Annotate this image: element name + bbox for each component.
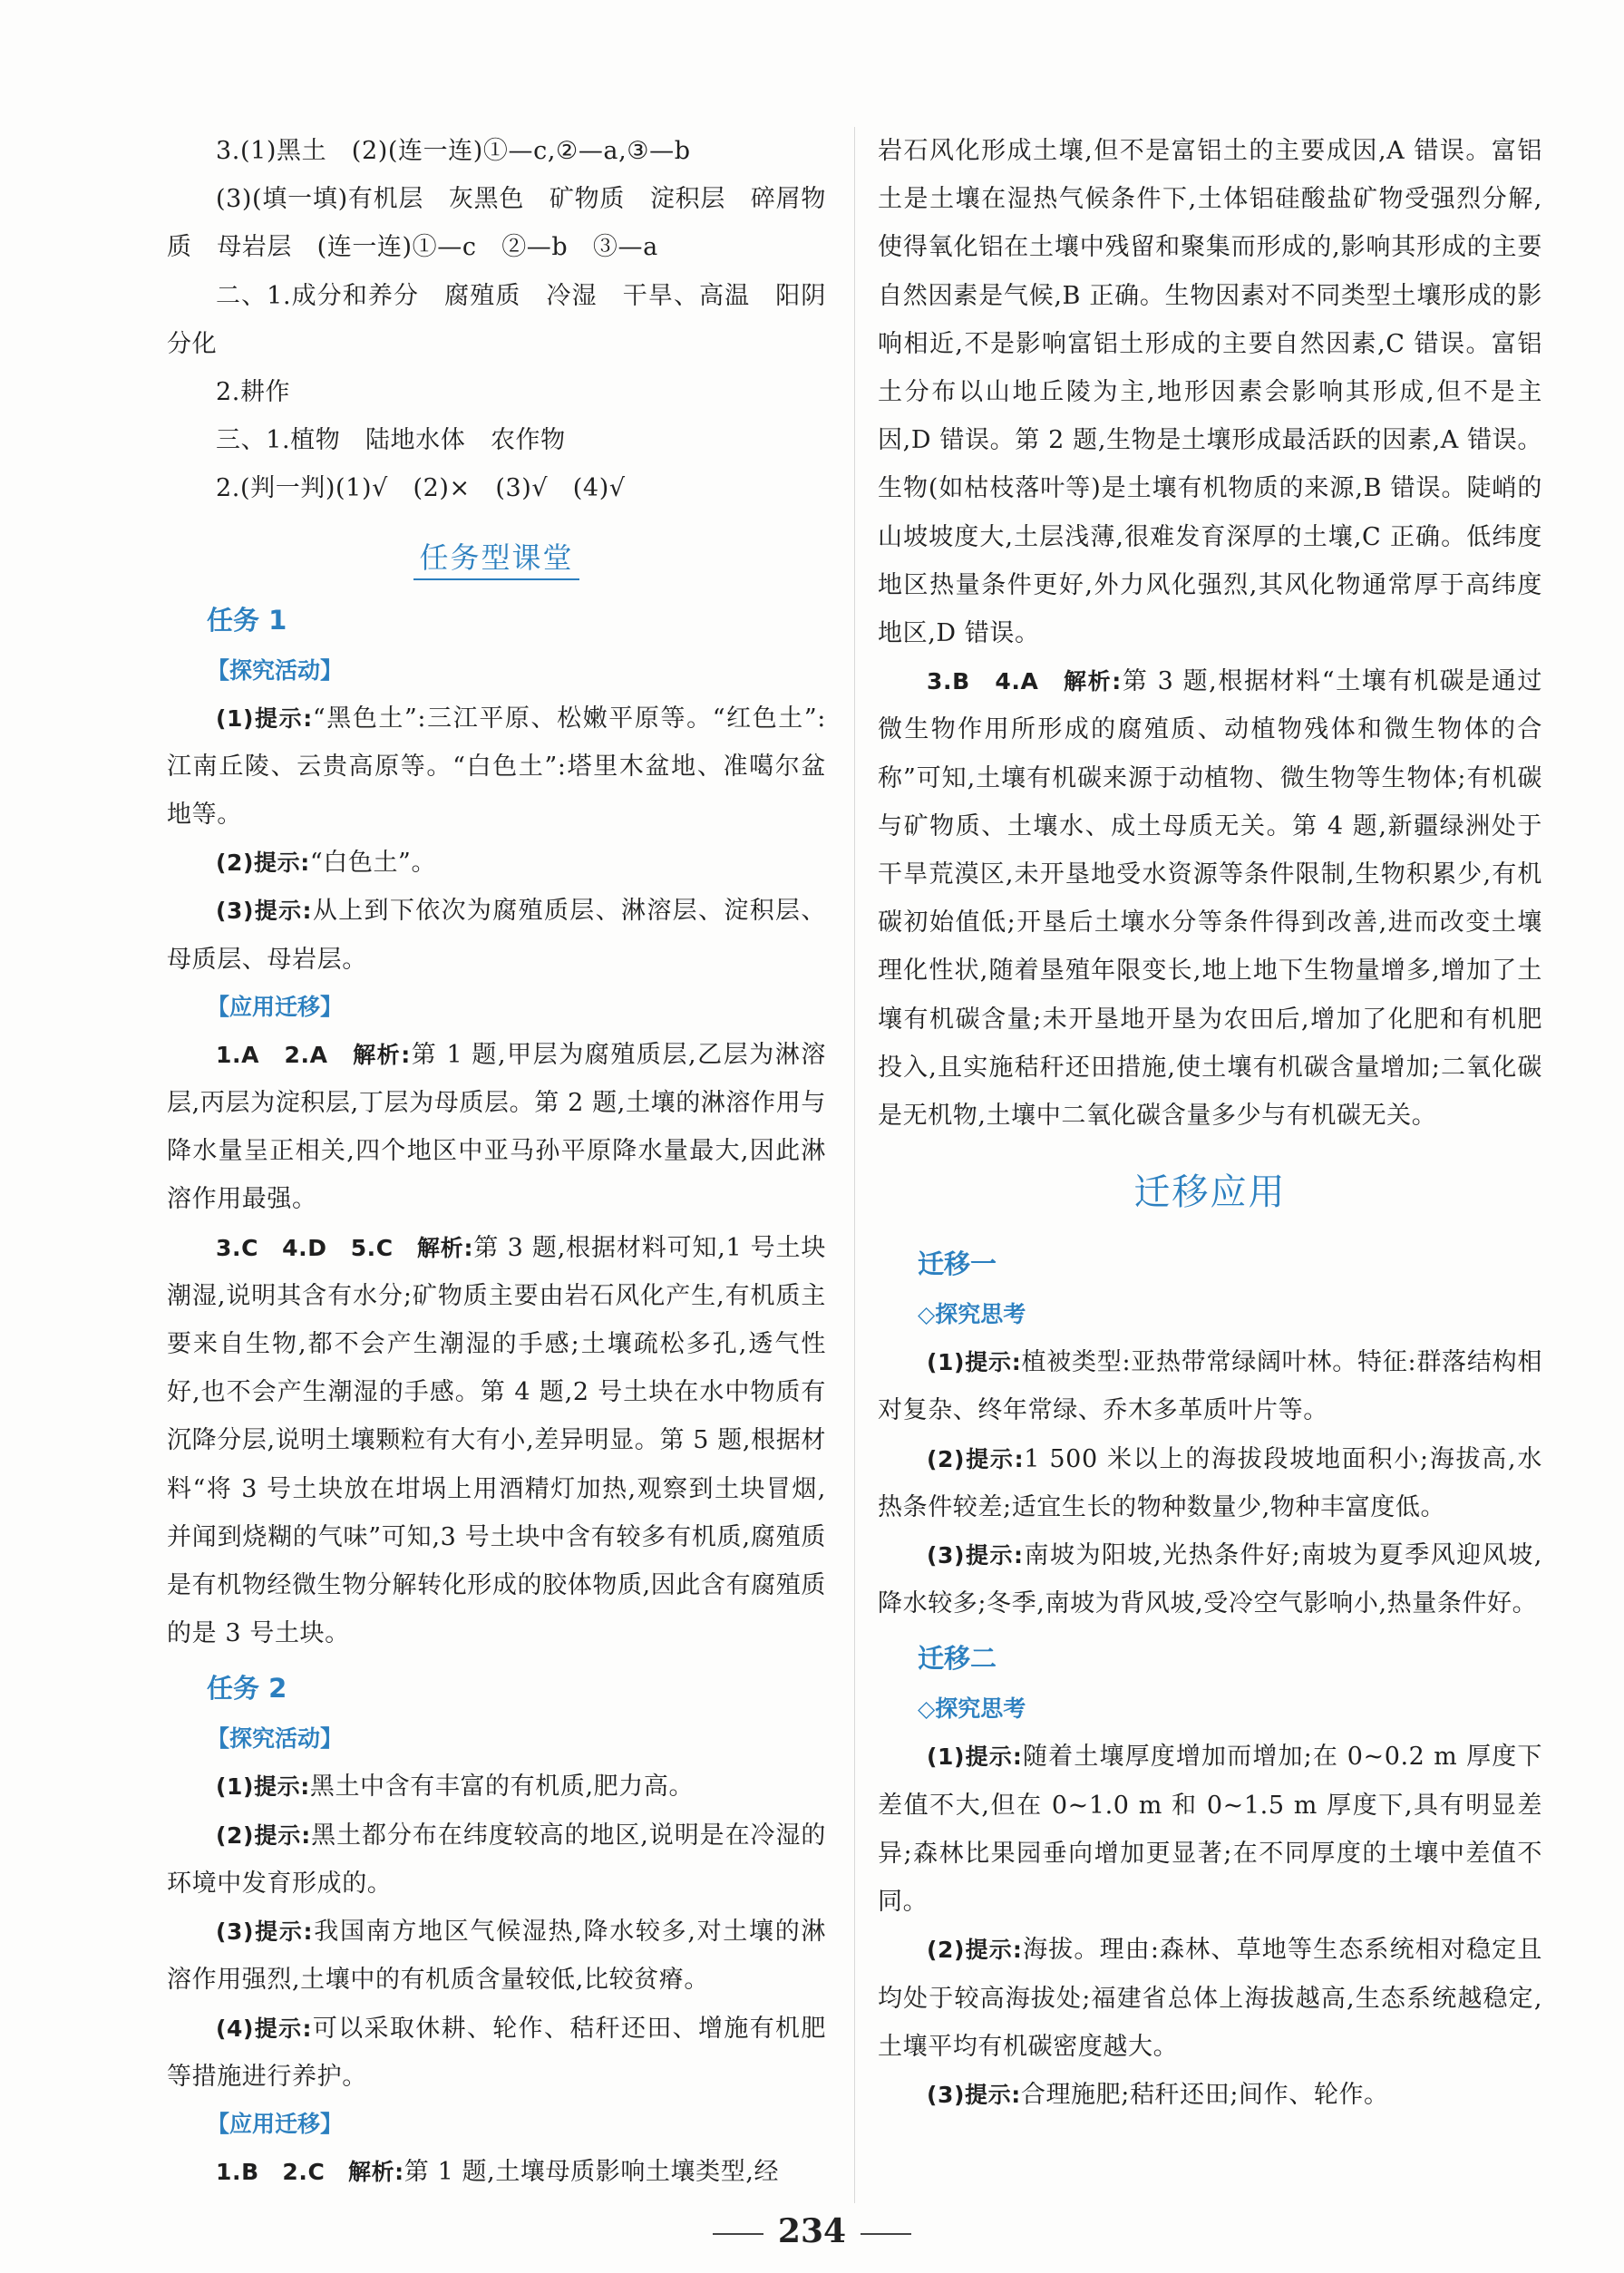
- answer-paragraph: (2)提示:黑土都分布在纬度较高的地区,说明是在冷湿的环境中发育形成的。: [167, 1821, 826, 1898]
- page-number-text: 234: [777, 2212, 847, 2250]
- answer-line: 3.(1)黑土 (2)(连一连)①—c,②—a,③—b: [216, 137, 691, 165]
- answer-paragraph: (2)提示:海拔。理由:森林、草地等生态系统相对稳定且均处于较高海拔处;福建省总体上海拔越高,生态系统越稳定,土壤平均有机碳密度越大。: [878, 1936, 1542, 2061]
- left-column: [167, 127, 851, 2196]
- answer-paragraph: (2)提示:1 500 米以上的海拔段坡地面积小;海拔高,水热条件较差;适宜生长的物种数量少,物种丰富度低。: [878, 1444, 1542, 1521]
- transfer-1-heading: 迁移一: [918, 1248, 997, 1280]
- answer-paragraph: 1.A 2.A 解析:第 1 题,甲层为腐殖质层,乙层为淋溶层,丙层为淀积层,丁层为母质层。第 2 题,土壤的淋溶作用与降水量呈正相关,四个地区中亚马孙平原降水量最大,因此淋溶作用最强。: [167, 1040, 826, 1214]
- column-divider: [854, 127, 855, 2203]
- answer-line: 2.耕作: [216, 378, 291, 407]
- explore-activity-tag: 【探究活动】: [207, 656, 344, 684]
- explore-activity-tag: 【探究活动】: [207, 1725, 344, 1753]
- answer-paragraph: 1.B 2.C 解析:第 1 题,土壤母质影响土壤类型,经: [216, 2157, 780, 2186]
- task-1-heading: 任务 1: [207, 604, 287, 636]
- answer-paragraph: 3.B 4.A 解析:第 3 题,根据材料“土壤有机碳是通过微生物作用所形成的腐殖质、动植物残体和微生物体的合称”可知,土壤有机碳来源于动植物、微生物等生物体;有机碳与矿物质、土壤水、成土母质无关。第 4 题,新疆绿洲处于干旱荒漠区,未开垦地受水资源等条件限制,生物积累少,有机碳初始值低;开垦后土壤水分等条件得到改善,进而改变土壤理化性状,随着垦殖年限变长,地上地下生物量增多,增加了土壤有机碳含量;未开垦地开垦为农田后,增加了化肥和有机肥投入,且实施秸秆还田措施,使土壤有机碳含量增加;二氧化碳是无机物,土壤中二氧化碳含量多少与有机碳无关。: [878, 667, 1542, 1131]
- section-title-transfer-application: 迁移应用: [1133, 1171, 1287, 1214]
- answer-paragraph: (3)提示:南坡为阳坡,光热条件好;南坡为夏季风迎风坡,降水较多;冬季,南坡为背风坡,受冷空气影响小,热量条件好。: [878, 1541, 1542, 1618]
- answer-line: 二、1.成分和养分 腐殖质 冷湿 干旱、高温 阳阴 分化: [167, 281, 851, 358]
- answer-paragraph: (4)提示:可以采取休耕、轮作、秸秆还田、增施有机肥等措施进行养护。: [167, 2014, 826, 2091]
- explore-thinking-tag: ◇探究思考: [918, 1301, 1026, 1328]
- answer-paragraph: (1)提示:黑土中含有丰富的有机质,肥力高。: [216, 1773, 695, 1802]
- section-title-task-class: 任务型课堂: [167, 535, 826, 577]
- answer-paragraph: (2)提示:“白色土”。: [216, 849, 437, 878]
- right-column: [878, 127, 1542, 2119]
- transfer-2-heading: 迁移二: [918, 1643, 997, 1675]
- answer-paragraph: (3)提示:我国南方地区气候湿热,降水较多,对土壤的淋溶作用强烈,土壤中的有机质含量较低,比较贫瘠。: [167, 1918, 826, 1995]
- answer-paragraph: (3)提示:合理施肥;秸秆还田;间作、轮作。: [927, 2080, 1389, 2109]
- answer-line: 2.(判一判)(1)√ (2)× (3)√ (4)√: [216, 474, 626, 503]
- answer-paragraph: (3)提示:从上到下依次为腐殖质层、淋溶层、淀积层、母质层、母岩层。: [167, 897, 826, 974]
- page-dash-left: [713, 2233, 763, 2235]
- apply-transfer-tag: 【应用迁移】: [207, 993, 344, 1020]
- answer-paragraph: (1)提示:随着土壤厚度增加而增加;在 0~0.2 m 厚度下差值不大,但在 0~1.0 m 和 0~1.5 m 厚度下,具有明显差异;森林比果园垂向增加更显著;在不同厚度的土壤中差值不同。: [878, 1743, 1542, 1917]
- answer-paragraph: 岩石风化形成土壤,但不是富铝土的主要成因,A 错误。富铝土是土壤在湿热气候条件下,土体铝硅酸盐矿物受强烈分解,使得氧化铝在土壤中残留和聚集而形成的,影响其形成的主要自然因素是气候,B 正确。生物因素对不同类型土壤形成的影响相近,不是影响富铝土形成的主要自然因素,C 错误。富铝土分布以山地丘陵为主,地形因素会影响其形成,但不是主因,D 错误。第 2 题,生物是土壤形成最活跃的因素,A 错误。生物(如枯枝落叶等)是土壤有机物质的来源,B 错误。陡峭的山坡坡度大,土层浅薄,很难发育深厚的土壤,C 正确。低纬度地区热量条件更好,外力风化强烈,其风化物通常厚于高纬度地区,D 错误。: [878, 137, 1542, 648]
- page-dash-right: [861, 2233, 911, 2235]
- answer-paragraph: (1)提示:植被类型:亚热带常绿阔叶林。特征:群落结构相对复杂、终年常绿、乔木多革质叶片等。: [878, 1348, 1542, 1425]
- apply-transfer-tag: 【应用迁移】: [207, 2110, 344, 2137]
- explore-thinking-tag: ◇探究思考: [918, 1695, 1026, 1723]
- answer-paragraph: 3.C 4.D 5.C 解析:第 3 题,根据材料可知,1 号土块潮湿,说明其含有水分;矿物质主要由岩石风化产生,有机质主要来自生物,都不会产生潮湿的手感;土壤疏松多孔,透气性好,也不会产生潮湿的手感。第 4 题,2 号土块在水中物质有沉降分层,说明土壤颗粒有大有小,差异明显。第 5 题,根据材料“将 3 号土块放在坩埚上用酒精灯加热,观察到土块冒烟,并闻到烧糊的气味”可知,3 号土块中含有较多有机质,腐殖质是有机物经微生物分解转化形成的胶体物质,因此含有腐殖质的是 3 号土块。: [167, 1233, 826, 1648]
- answer-line: 三、1.植物 陆地水体 农作物: [216, 426, 566, 455]
- page-number: [0, 2212, 1624, 2250]
- answer-line: (3)(填一填)有机层 灰黑色 矿物质 淀积层 碎屑物质 母岩层 (连一连)①—c ②—b ③—a: [167, 185, 826, 262]
- answer-paragraph: (1)提示:“黑色土”:三江平原、松嫩平原等。“红色土”:江南丘陵、云贵高原等。“白色土”:塔里木盆地、准噶尔盆地等。: [167, 704, 826, 830]
- task-2-heading: 任务 2: [207, 1673, 287, 1705]
